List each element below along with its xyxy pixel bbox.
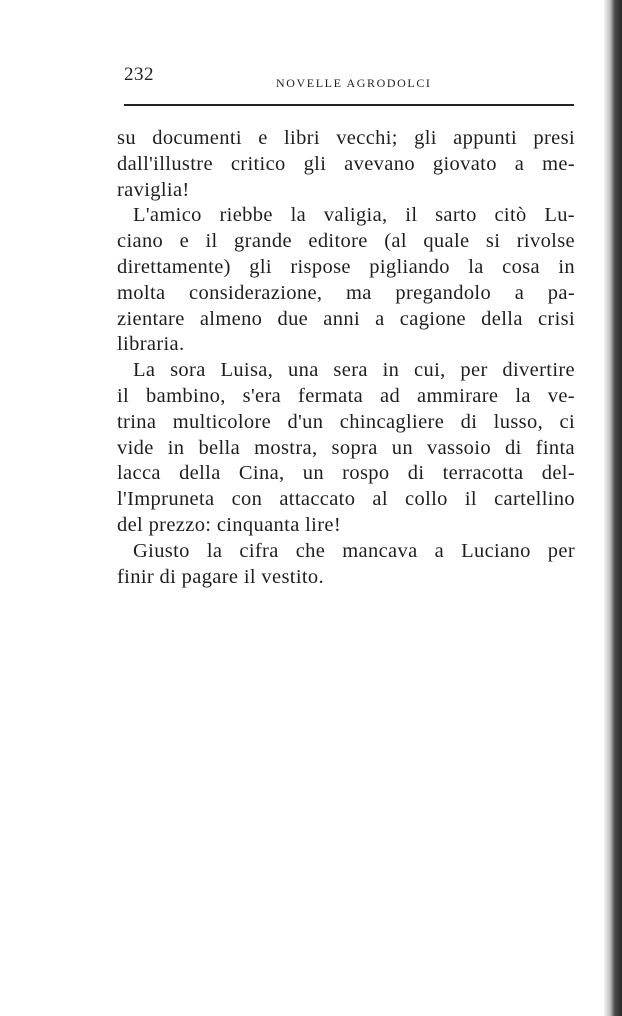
text-line: libraria. xyxy=(117,333,185,356)
text-line: direttamente) gli rispose pigliando la cosa in xyxy=(117,255,575,278)
page-edge-shadow xyxy=(604,0,622,1016)
paragraph xyxy=(117,358,575,539)
body-text xyxy=(117,126,575,590)
text-line: il bambino, s'era fermata ad ammirare la ve- xyxy=(117,384,575,407)
text-line: zientare almeno due anni a cagione della crisi xyxy=(117,307,575,330)
paragraph xyxy=(117,126,575,203)
header-rule xyxy=(124,104,574,106)
text-line: trina multicolore d'un chincagliere di lusso, ci xyxy=(117,410,575,433)
text-line: La sora Luisa, una sera in cui, per divertire xyxy=(133,359,575,382)
running-title: NOVELLE AGRODOLCI xyxy=(276,76,432,90)
text-line: raviglia! xyxy=(117,178,190,201)
text-line: Giusto la cifra che mancava a Luciano per xyxy=(133,539,575,562)
text-line: su documenti e libri vecchi; gli appunti presi xyxy=(117,127,575,149)
page-number: 232 xyxy=(124,64,154,85)
text-line: del prezzo: cinquanta lire! xyxy=(117,513,342,536)
page-header xyxy=(124,62,574,96)
paragraph xyxy=(117,203,575,358)
text-line: L'amico riebbe la valigia, il sarto citò Lu- xyxy=(133,204,575,227)
text-line: dall'illustre critico gli avevano giovato a me- xyxy=(117,152,575,175)
text-line: molta considerazione, ma pregandolo a pa- xyxy=(117,281,575,304)
text-line: vide in bella mostra, sopra un vassoio di finta xyxy=(117,436,575,459)
text-line: l'Impruneta con attaccato al collo il cartellino xyxy=(117,488,575,511)
text-line: ciano e il grande editore (al quale si rivolse xyxy=(117,230,575,253)
paragraph xyxy=(117,539,575,591)
text-line: finir di pagare il vestito. xyxy=(117,565,324,588)
text-line: lacca della Cina, un rospo di terracotta del- xyxy=(117,462,575,485)
